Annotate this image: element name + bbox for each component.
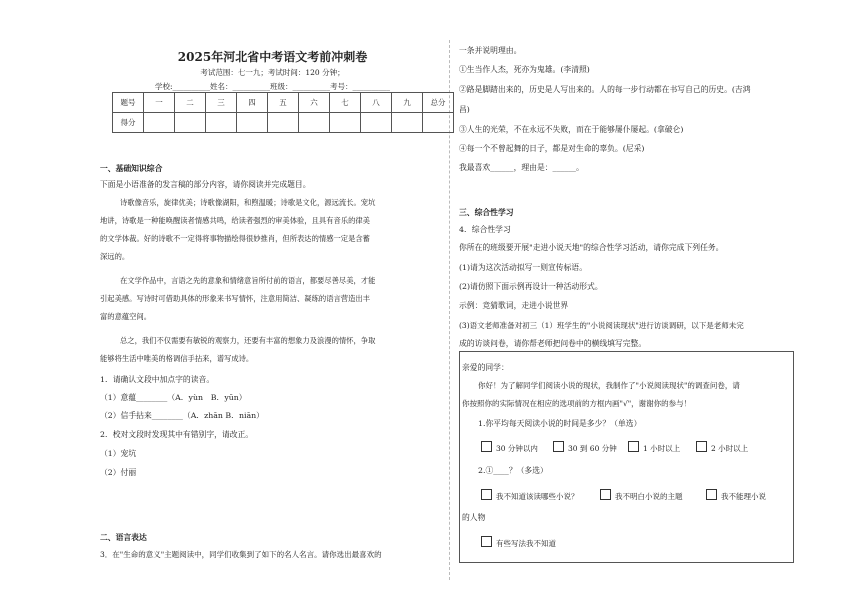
question-4: 4．综合性学习	[459, 225, 511, 234]
score-header-cell: 二	[175, 93, 206, 113]
score-value-row	[113, 113, 454, 133]
question-2: 2．校对文段时发现其中有错别字，请改正。	[100, 430, 254, 439]
survey-intro-line1: 你好！为了解同学们阅读小说的现状，我制作了"小说阅读现状"的调查问卷，请	[478, 381, 740, 390]
checkbox[interactable]	[628, 441, 639, 452]
survey-q1-option[interactable]: 1 小时以上	[628, 441, 680, 454]
survey-q1-option[interactable]: 30 分钟以内	[481, 441, 538, 454]
survey-q2-option[interactable]: 我不能理小说	[706, 489, 766, 502]
section2-heading: 二、语言表达	[100, 533, 147, 542]
passage-para1-line: 的文学体裁。好的诗歌不一定得将事物描绘得很妙推肖，但所表达的情感一定是含蓄	[100, 234, 370, 243]
question-1b: （2）信手拈来________（A．zhān B．niān）	[100, 411, 264, 420]
exam-info: 考试范围：七一九；考试时间：120 分钟；	[200, 68, 345, 77]
score-header-cell: 题号	[113, 93, 144, 113]
score-cell[interactable]	[299, 113, 330, 133]
score-cell[interactable]	[237, 113, 268, 133]
checkbox[interactable]	[553, 441, 564, 452]
score-header-cell: 四	[237, 93, 268, 113]
score-header-cell: 七	[330, 93, 361, 113]
checkbox[interactable]	[481, 536, 492, 547]
score-cell[interactable]	[361, 113, 392, 133]
score-row-label: 得分	[113, 113, 144, 133]
score-header-cell: 八	[361, 93, 392, 113]
score-header-cell: 三	[206, 93, 237, 113]
score-cell[interactable]	[330, 113, 361, 133]
student-info: 学校:__________姓名：__________班级：__________考号：__________	[154, 82, 391, 91]
survey-q2-option[interactable]: 我不明白小说的主题	[600, 489, 683, 502]
survey-q1-option[interactable]: 30 到 60 分钟	[553, 441, 617, 454]
task-3-line1: (3)语文老师准备对初三（1）班学生的"小说阅读现状"进行访谈调研，以下是老师未完	[459, 321, 744, 330]
quote-2: ②路是脚踏出来的，历史是人写出来的。人的每一步行动都在书写自己的历史。(吉鸿	[459, 85, 751, 94]
task-3-line2: 成的访谈问卷，请你帮老师把问卷中的横线填写完整。	[459, 339, 647, 348]
checkbox[interactable]	[481, 441, 492, 452]
passage-para2-line: 富的意蕴空间。	[100, 312, 152, 321]
quote-answer: 我最喜欢______，理由是：______。	[459, 163, 584, 172]
page-title: 2025年河北省中考语文考前冲刺卷	[177, 50, 368, 64]
survey-intro-line2: 你按照你的实际情况在相应的选项前的方框内画"√"，谢谢你的参与！	[462, 399, 692, 408]
survey-greeting: 亲爱的同学：	[462, 363, 509, 372]
score-header-cell: 九	[392, 93, 423, 113]
question-3-line1: 3．在"生命的意义"主题阅读中，同学们收集到了如下的名人名言。请你选出最喜欢的	[100, 550, 382, 559]
passage-para2-line: 在文学作品中，言语之先的意象和情绪意旨所付前的语言，都要尽善尽美，才能	[120, 276, 376, 285]
question-3-line2: 一条并说明理由。	[459, 46, 522, 55]
passage-para3-line: 总之，我们不仅需要有敏锐的观察力，还要有丰富的想象力及浪漫的情怀，争取	[120, 336, 376, 345]
quote-2-cont: 昌)	[459, 105, 470, 114]
score-cell[interactable]	[423, 113, 454, 133]
survey-q2: 2.①____？（多选）	[478, 466, 548, 475]
survey-q2-option[interactable]: 有些写法我不知道	[481, 536, 556, 549]
quote-4: ④每一个不曾起舞的日子，都是对生命的辜负。(尼采)	[459, 144, 645, 153]
checkbox[interactable]	[706, 489, 717, 500]
checkbox[interactable]	[600, 489, 611, 500]
score-header-cell: 总分	[423, 93, 454, 113]
passage-para1-line: 深远的。	[100, 252, 130, 261]
question-1: 1．请确认文段中加点字的读音。	[100, 375, 215, 384]
score-header-cell: 一	[144, 93, 175, 113]
section3-heading: 三、综合性学习	[459, 208, 514, 217]
section1-heading: 一、基础知识综合	[100, 164, 163, 173]
passage-para1-line: 诗歌像音乐，旋律优美；诗歌像湖阳，和煦温暖；诗歌是文化，源远流长。宠坑	[120, 198, 376, 207]
question-2b: （2）付丽	[100, 468, 137, 477]
question-1a: （1）意蕴________（A．yùn B．yūn）	[100, 393, 247, 402]
score-table	[112, 92, 454, 133]
passage-para3-line: 能够将生活中唯美的格调信手拈来，谱写成诗。	[100, 354, 254, 363]
survey-q2-option-cont: 的人物	[462, 513, 486, 522]
checkbox[interactable]	[696, 441, 707, 452]
score-cell[interactable]	[144, 113, 175, 133]
score-cell[interactable]	[206, 113, 237, 133]
question-2a: （1）宠坑	[100, 449, 137, 458]
checkbox[interactable]	[481, 489, 492, 500]
passage-para1-line: 地讲，诗歌是一种能唤醒读者情感共鸣，给读者强烈的审美体验，且具有音乐的律美	[100, 216, 370, 225]
score-header-cell: 六	[299, 93, 330, 113]
score-header-row	[113, 93, 454, 113]
section1-intro: 下面是小语准备的发言稿的部分内容，请你阅读并完成题目。	[100, 180, 311, 189]
survey-q1-option[interactable]: 2 小时以上	[696, 441, 748, 454]
section3-intro: 你所在的班级要开展"走进小说天地"的综合性学习活动，请你完成下列任务。	[459, 243, 724, 252]
score-cell[interactable]	[175, 113, 206, 133]
passage-para2-line: 引起美感。写诗时可借助具体的形象来书写情怀，注意用简洁、凝练的语言营造出丰	[100, 294, 370, 303]
task-1: (1)请为这次活动拟写一则宣传标语。	[459, 263, 587, 272]
survey-q2-option[interactable]: 我不知道该读哪些小说？	[481, 489, 579, 502]
quote-3: ③人生的光荣，不在永远不失败，而在于能够屡仆屡起。(拿破仑)	[459, 125, 684, 134]
score-cell[interactable]	[268, 113, 299, 133]
task-2-example: 示例：竞猜歌词，走进小说世界	[459, 301, 569, 310]
quote-1: ①生当作人杰，死亦为鬼雄。(李清照)	[459, 65, 590, 74]
score-header-cell: 五	[268, 93, 299, 113]
task-2: (2)请仿照下面示例再设计一种活动形式。	[459, 282, 603, 291]
score-cell[interactable]	[392, 113, 423, 133]
survey-q1: 1.你平均每天阅读小说的时间是多少？（单选）	[478, 419, 642, 428]
